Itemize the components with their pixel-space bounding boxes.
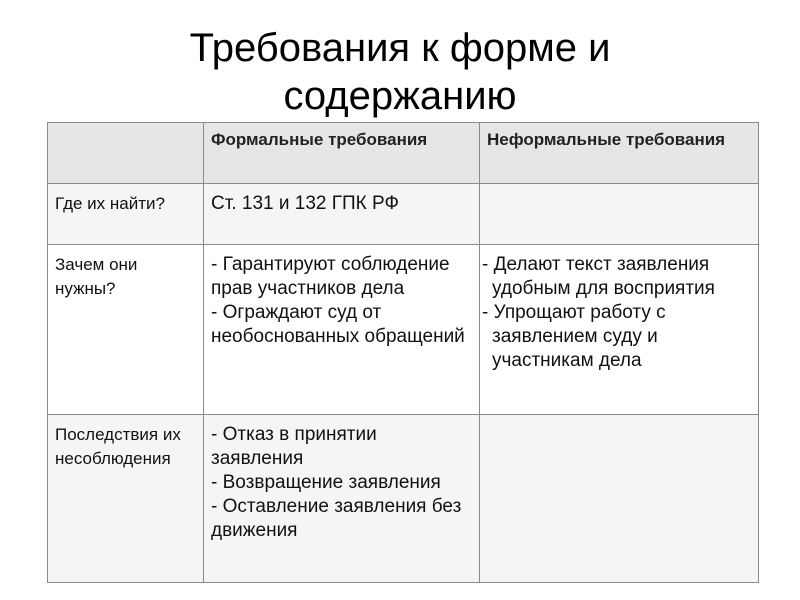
slide-title-line-1: Требования к форме и [189, 26, 611, 70]
cell-formal-why [204, 245, 480, 415]
informal-why-item: - Делают текст заявления удобным для восприятия [482, 254, 715, 299]
cell-formal-consequences [204, 415, 480, 583]
header-cell-informal: Неформальные требования [480, 123, 759, 184]
formal-why-item: - Ограждают суд от необоснованных обращений [211, 302, 465, 347]
row-label-where: Где их найти? [48, 184, 204, 245]
table-row [48, 415, 759, 583]
formal-why-item: - Гарантируют соблюдение прав участников дела [211, 254, 450, 299]
formal-consequence-item: - Отказ в принятии заявления [211, 424, 377, 469]
cell-informal-where [480, 184, 759, 245]
informal-why-item: - Упрощают работу с заявлением суду и участникам дела [482, 302, 666, 371]
slide-title [0, 24, 800, 120]
cell-formal-where: Ст. 131 и 132 ГПК РФ [204, 184, 480, 245]
formal-consequence-item: - Возвращение заявления [211, 472, 441, 493]
header-cell-formal: Формальные требования [204, 123, 480, 184]
row-label-consequences: Последствия их несоблюдения [48, 415, 204, 583]
cell-informal-why [480, 245, 759, 415]
header-cell-empty [48, 123, 204, 184]
requirements-table [47, 122, 759, 583]
slide-title-line-2: содержанию [283, 74, 517, 118]
row-label-why: Зачем они нужны? [48, 245, 204, 415]
cell-informal-consequences [480, 415, 759, 583]
table-row [48, 245, 759, 415]
table-row [48, 184, 759, 245]
table-header-row [48, 123, 759, 184]
formal-consequence-item: - Оставление заявления без движения [211, 496, 462, 541]
